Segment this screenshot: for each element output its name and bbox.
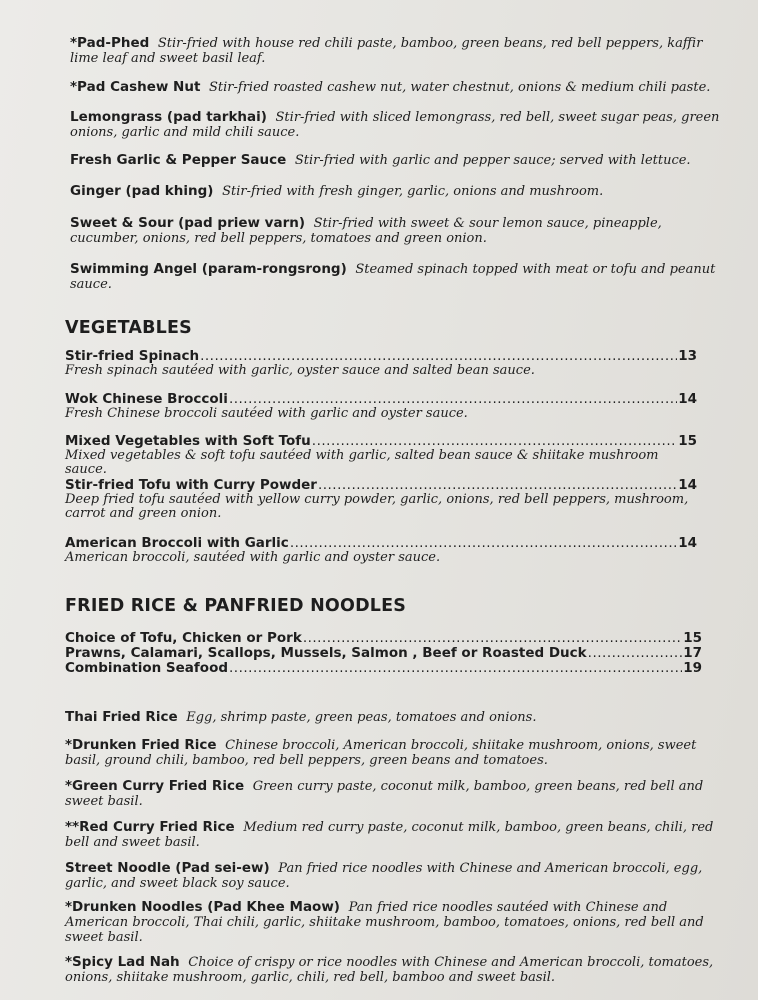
- item-description: Mixed vegetables & soft tofu sautéed with garlic, salted bean sauce & shiitake mushroom sauce.: [65, 448, 659, 477]
- menu-item-green-curry-fried-rice: [65, 779, 715, 809]
- menu-item-swimming-angel: [70, 262, 720, 292]
- item-name: Stir-fried Tofu with Curry Powder: [65, 477, 317, 493]
- leader-dots: [290, 536, 677, 551]
- item-description: Fresh Chinese broccoli sautéed with garlic and oyster sauce.: [65, 406, 468, 421]
- choice-price: 17: [683, 645, 702, 661]
- item-name: *Pad Cashew Nut: [70, 79, 201, 95]
- item-description: Pan fried rice noodles sautéed with Chinese and American broccoli, Thai chili, garlic, shiitake mushroom, bamboo, tomatoes, onions, red bell and sweet basil.: [65, 900, 704, 945]
- item-description: Stir-fried with house red chili paste, bamboo, green beans, red bell peppers, kaffir lime leaf and sweet basil leaf.: [70, 36, 703, 66]
- menu-item-pad-phed: [70, 36, 720, 66]
- item-name: Mixed Vegetables with Soft Tofu: [65, 433, 311, 449]
- choice-name: Combination Seafood: [65, 660, 229, 676]
- item-price: 14: [678, 391, 697, 407]
- item-description: Egg, shrimp paste, green peas, tomatoes and onions.: [186, 710, 537, 725]
- leader-dots: [229, 392, 677, 407]
- price-choice-row: [65, 661, 702, 676]
- menu-item-ginger: [70, 184, 720, 199]
- item-name: Swimming Angel (param-rongsrong): [70, 261, 347, 277]
- item-description: Medium red curry paste, coconut milk, bamboo, green beans, chili, red bell and sweet basil.: [65, 820, 714, 850]
- menu-item-drunken-fried-rice: [65, 738, 715, 768]
- item-price: 13: [678, 348, 697, 364]
- item-name: Wok Chinese Broccoli: [65, 391, 228, 407]
- choice-price: 15: [683, 630, 702, 646]
- menu-item-sweet-sour: [70, 216, 720, 246]
- item-name: Fresh Garlic & Pepper Sauce: [70, 152, 287, 168]
- choice-name: Choice of Tofu, Chicken or Pork: [65, 630, 302, 646]
- item-description: Pan fried rice noodles with Chinese and American broccoli, egg, garlic, and sweet black soy sauce.: [65, 861, 703, 891]
- leader-dots: [312, 434, 677, 449]
- choice-price: 19: [683, 660, 702, 676]
- menu-item-drunken-noodles: [65, 900, 715, 945]
- item-name: *Drunken Fried Rice: [65, 737, 217, 753]
- veg-item-mixed-vegetables: [65, 434, 697, 477]
- item-description: Chinese broccoli, American broccoli, shiitake mushroom, onions, sweet basil, ground chili, bamboo, red bell peppers, green beans and tomatoes.: [65, 738, 697, 768]
- price-choice-row: [65, 646, 702, 661]
- item-price: 14: [678, 535, 697, 551]
- item-name: *Green Curry Fried Rice: [65, 778, 245, 794]
- item-price: 14: [678, 477, 697, 493]
- menu-item-red-curry-fried-rice: [65, 820, 715, 850]
- item-description: Steamed spinach topped with meat or tofu and peanut sauce.: [70, 262, 716, 292]
- item-description: Green curry paste, coconut milk, bamboo, green beans, red bell and sweet basil.: [65, 779, 704, 809]
- leader-dots: [588, 646, 683, 661]
- leader-dots: [318, 478, 677, 493]
- veg-item-american-broccoli: [65, 536, 697, 565]
- item-name: Ginger (pad khing): [70, 183, 214, 199]
- veg-item-curry-tofu: [65, 478, 697, 521]
- item-name: *Spicy Lad Nah: [65, 954, 180, 970]
- veg-item-spinach: [65, 349, 697, 378]
- item-name: *Drunken Noodles (Pad Khee Maow): [65, 899, 340, 915]
- menu-item-lemongrass: [70, 110, 720, 140]
- item-description: Fresh spinach sautéed with garlic, oyster sauce and salted bean sauce.: [65, 363, 535, 378]
- item-description: American broccoli, sautéed with garlic and oyster sauce.: [65, 550, 441, 565]
- item-description: Stir-fried with sweet & sour lemon sauce, pineapple, cucumber, onions, red bell peppers, tomatoes and green onion.: [70, 216, 662, 246]
- leader-dots: [229, 661, 682, 676]
- menu-item-garlic-pepper: [70, 153, 720, 168]
- item-name: Street Noodle (Pad sei-ew): [65, 860, 270, 876]
- item-name: Thai Fried Rice: [65, 709, 178, 725]
- item-name: Stir-fried Spinach: [65, 348, 200, 364]
- veg-item-chinese-broccoli: [65, 392, 697, 421]
- section-heading-vegetables: VEGETABLES: [65, 318, 192, 338]
- item-name: *Pad-Phed: [70, 35, 150, 51]
- item-description: Stir-fried with garlic and pepper sauce; served with lettuce.: [294, 153, 691, 168]
- price-choice-row: [65, 631, 702, 646]
- choice-name: Prawns, Calamari, Scallops, Mussels, Salmon , Beef or Roasted Duck: [65, 645, 587, 661]
- item-description: Stir-fried with fresh ginger, garlic, onions and mushroom.: [222, 184, 604, 199]
- price-choices: [65, 631, 702, 676]
- menu-item-spicy-lad-nah: [65, 955, 715, 985]
- menu-item-thai-fried-rice: [65, 710, 715, 725]
- item-name: American Broccoli with Garlic: [65, 535, 289, 551]
- leader-dots: [303, 631, 682, 646]
- menu-item-street-noodle: [65, 861, 715, 891]
- item-name: Sweet & Sour (pad priew varn): [70, 215, 306, 231]
- item-price: 15: [678, 433, 697, 449]
- item-description: Stir-fried roasted cashew nut, water chestnut, onions & medium chili paste.: [209, 80, 711, 95]
- item-name: **Red Curry Fried Rice: [65, 819, 235, 835]
- section-heading-fried-rice: FRIED RICE & PANFRIED NOODLES: [65, 596, 407, 616]
- item-description: Deep fried tofu sautéed with yellow curry powder, garlic, onions, red bell peppers, mushroom, carrot and green onion.: [65, 492, 689, 521]
- item-description: Stir-fried with sliced lemongrass, red bell, sweet sugar peas, green onions, garlic and mild chili sauce.: [70, 110, 720, 140]
- leader-dots: [200, 349, 677, 364]
- item-name: Lemongrass (pad tarkhai): [70, 109, 267, 125]
- item-description: Choice of crispy or rice noodles with Chinese and American broccoli, tomatoes, onions, shiitake mushroom, garlic, chili, red bell, bamboo and sweet basil.: [65, 955, 714, 985]
- menu-item-pad-cashew-nut: [70, 80, 720, 95]
